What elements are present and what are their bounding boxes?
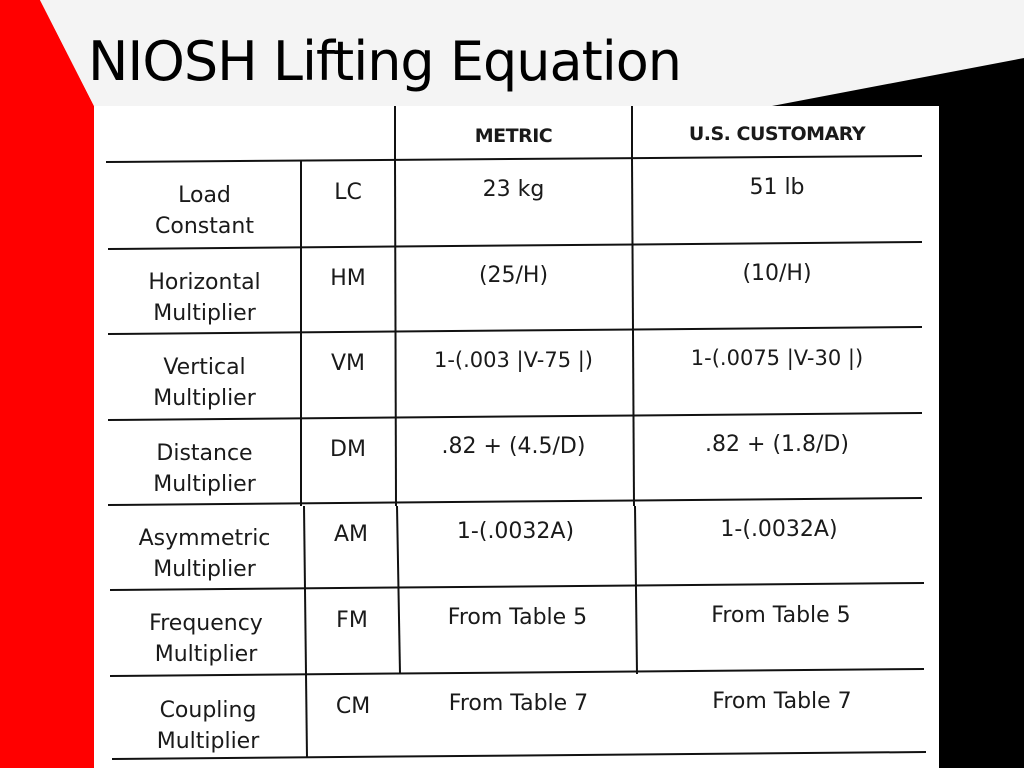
us-customary-value: 51 lb (749, 175, 805, 200)
row-label (108, 605, 304, 673)
row-label-line2: Multiplier (154, 642, 258, 667)
us-customary-value: From Table 7 (712, 689, 852, 714)
row-abbreviation: AM (333, 522, 369, 547)
red-accent-shape (0, 0, 94, 768)
row-label (110, 692, 306, 760)
row-abbreviation: LC (334, 180, 362, 205)
row-label-line1: Distance (156, 441, 253, 466)
metric-value: (25/H) (478, 263, 549, 288)
us-customary-value: 1-(.0075 |V-30 |) (690, 346, 864, 370)
row-label-line2: Multiplier (153, 557, 256, 582)
us-customary-value: From Table 5 (711, 603, 851, 628)
row-abbreviation: CM (335, 694, 371, 719)
row-label-line2: Multiplier (153, 472, 256, 497)
metric-value: .82 + (4.5/D) (441, 434, 586, 459)
metric-value: From Table 5 (447, 605, 588, 630)
metric-value: 1-(.003 |V-75 |) (433, 348, 594, 372)
row-label-line2: Constant (155, 214, 254, 239)
row-label-line1: Coupling (159, 698, 257, 723)
metric-value: 1-(.0032A) (456, 519, 575, 544)
row-label-line2: Multiplier (156, 729, 260, 754)
row-label (108, 520, 301, 588)
column-header-metric: METRIC (474, 125, 553, 147)
row-label (108, 349, 301, 417)
column-header-us-customary: U.S. CUSTOMARY (688, 123, 866, 145)
row-label (108, 264, 301, 332)
row-label-line1: Load (178, 183, 231, 208)
us-customary-value: 1-(.0032A) (720, 517, 838, 542)
page-title: NIOSH Lifting Equation (88, 30, 682, 93)
row-abbreviation: HM (330, 266, 366, 291)
row-label (108, 177, 301, 245)
metric-value: From Table 7 (448, 691, 589, 716)
row-label-line1: Horizontal (148, 270, 261, 295)
lifting-equation-table (94, 106, 939, 768)
row-abbreviation: FM (336, 608, 368, 633)
row-label-line1: Asymmetric (138, 526, 271, 551)
row-label-line1: Frequency (149, 611, 263, 636)
row-label (108, 435, 301, 503)
metric-value: 23 kg (482, 177, 545, 202)
us-customary-value: .82 + (1.8/D) (705, 432, 849, 457)
row-label-line1: Vertical (163, 355, 246, 380)
row-label-line2: Multiplier (153, 386, 256, 411)
us-customary-value: (10/H) (742, 261, 812, 286)
row-label-line2: Multiplier (153, 301, 256, 326)
row-abbreviation: DM (330, 437, 366, 462)
row-abbreviation: VM (330, 351, 366, 376)
